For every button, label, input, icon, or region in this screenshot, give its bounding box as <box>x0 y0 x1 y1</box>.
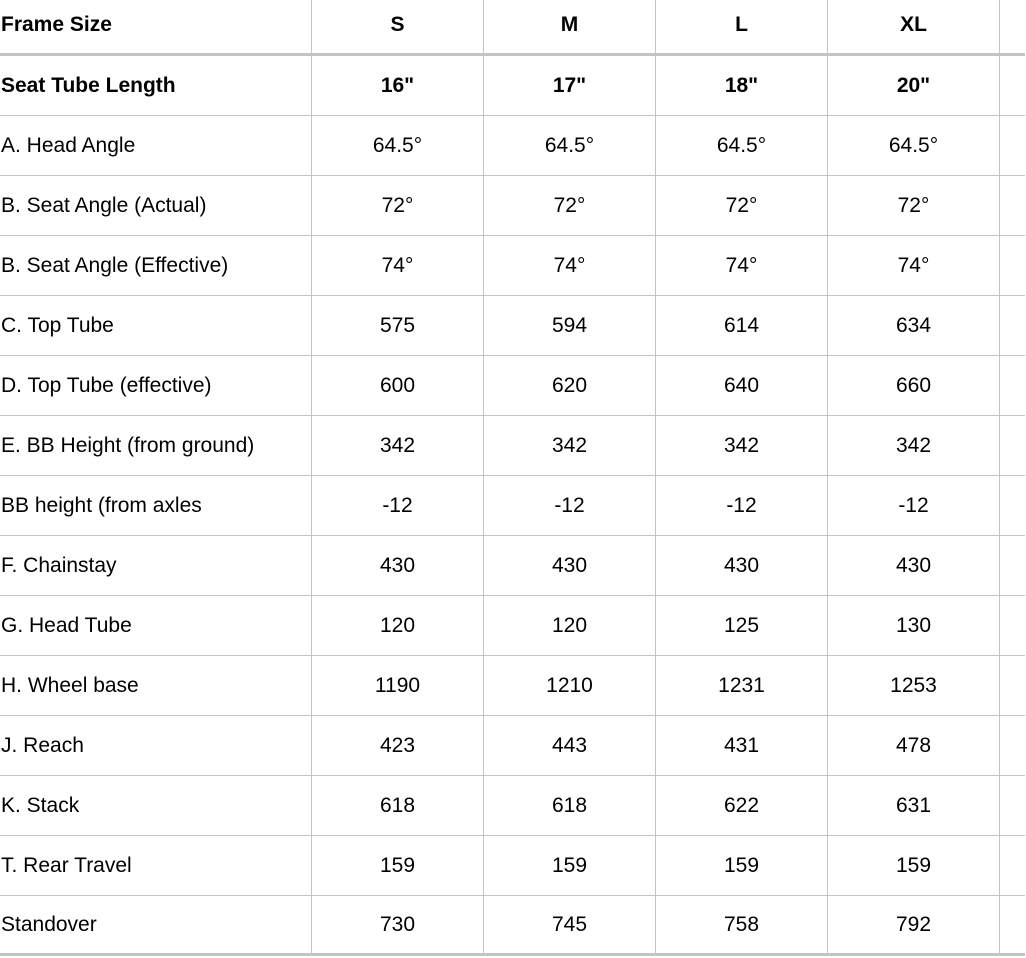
row-value: 18" <box>656 55 828 116</box>
row-value: 1231 <box>656 656 828 716</box>
row-label: G. Head Tube <box>0 596 312 656</box>
row-value: 730 <box>312 896 484 955</box>
row-value: -12 <box>828 476 1000 536</box>
row-value: 159 <box>828 836 1000 896</box>
empty-cell <box>1000 476 1026 536</box>
row-value: 72° <box>656 176 828 236</box>
row-value: 594 <box>484 296 656 356</box>
table-row <box>0 176 1025 236</box>
empty-cell <box>1000 776 1026 836</box>
row-value: 74° <box>828 236 1000 296</box>
row-value: 342 <box>828 416 1000 476</box>
table-row <box>0 55 1025 116</box>
table-row <box>0 236 1025 296</box>
row-value: 17" <box>484 55 656 116</box>
row-value: 130 <box>828 596 1000 656</box>
size-s-header: S <box>312 0 484 55</box>
row-value: 660 <box>828 356 1000 416</box>
row-value: 600 <box>312 356 484 416</box>
row-value: 430 <box>656 536 828 596</box>
empty-cell <box>1000 536 1026 596</box>
row-label: D. Top Tube (effective) <box>0 356 312 416</box>
row-value: 342 <box>484 416 656 476</box>
row-value: 423 <box>312 716 484 776</box>
row-value: 16" <box>312 55 484 116</box>
row-label: E. BB Height (from ground) <box>0 416 312 476</box>
row-label: K. Stack <box>0 776 312 836</box>
row-value: 120 <box>312 596 484 656</box>
row-value: 120 <box>484 596 656 656</box>
row-label: B. Seat Angle (Actual) <box>0 176 312 236</box>
row-value: 1253 <box>828 656 1000 716</box>
row-value: 622 <box>656 776 828 836</box>
header-row <box>0 0 1025 55</box>
row-value: 631 <box>828 776 1000 836</box>
table-row <box>0 896 1025 955</box>
table-row <box>0 836 1025 896</box>
row-label: A. Head Angle <box>0 116 312 176</box>
row-label: J. Reach <box>0 716 312 776</box>
empty-cell <box>1000 236 1026 296</box>
row-value: 792 <box>828 896 1000 955</box>
row-label: Standover <box>0 896 312 955</box>
table-row <box>0 596 1025 656</box>
empty-cell <box>1000 656 1026 716</box>
row-value: 430 <box>828 536 1000 596</box>
row-value: 74° <box>484 236 656 296</box>
row-value: 618 <box>484 776 656 836</box>
row-label: T. Rear Travel <box>0 836 312 896</box>
table-row <box>0 476 1025 536</box>
row-value: 430 <box>484 536 656 596</box>
row-value: 758 <box>656 896 828 955</box>
row-value: 64.5° <box>484 116 656 176</box>
row-value: 64.5° <box>656 116 828 176</box>
header-label: Frame Size <box>0 0 312 55</box>
table-row <box>0 776 1025 836</box>
row-value: 72° <box>484 176 656 236</box>
row-value: -12 <box>312 476 484 536</box>
row-value: 342 <box>656 416 828 476</box>
row-label: BB height (from axles <box>0 476 312 536</box>
row-value: 20" <box>828 55 1000 116</box>
table-row <box>0 656 1025 716</box>
row-value: 575 <box>312 296 484 356</box>
table-row <box>0 296 1025 356</box>
empty-cell <box>1000 0 1026 55</box>
empty-cell <box>1000 596 1026 656</box>
row-label: Seat Tube Length <box>0 55 312 116</box>
row-value: 614 <box>656 296 828 356</box>
table-row <box>0 716 1025 776</box>
row-value: 431 <box>656 716 828 776</box>
row-value: 640 <box>656 356 828 416</box>
table-row <box>0 356 1025 416</box>
row-value: -12 <box>656 476 828 536</box>
row-value: 125 <box>656 596 828 656</box>
row-value: 159 <box>656 836 828 896</box>
table-row <box>0 416 1025 476</box>
empty-cell <box>1000 416 1026 476</box>
empty-cell <box>1000 116 1026 176</box>
empty-cell <box>1000 896 1026 955</box>
empty-cell <box>1000 716 1026 776</box>
empty-cell <box>1000 55 1026 116</box>
row-value: 159 <box>312 836 484 896</box>
row-value: 443 <box>484 716 656 776</box>
table-row <box>0 536 1025 596</box>
row-value: 1190 <box>312 656 484 716</box>
size-xl-header: XL <box>828 0 1000 55</box>
row-value: 72° <box>828 176 1000 236</box>
row-value: 618 <box>312 776 484 836</box>
row-label: B. Seat Angle (Effective) <box>0 236 312 296</box>
row-value: 64.5° <box>828 116 1000 176</box>
row-value: 478 <box>828 716 1000 776</box>
size-m-header: M <box>484 0 656 55</box>
empty-cell <box>1000 356 1026 416</box>
row-value: 745 <box>484 896 656 955</box>
row-value: 74° <box>312 236 484 296</box>
empty-cell <box>1000 836 1026 896</box>
row-value: 634 <box>828 296 1000 356</box>
empty-cell <box>1000 296 1026 356</box>
row-value: 64.5° <box>312 116 484 176</box>
row-label: H. Wheel base <box>0 656 312 716</box>
row-label: C. Top Tube <box>0 296 312 356</box>
row-value: -12 <box>484 476 656 536</box>
row-value: 430 <box>312 536 484 596</box>
size-l-header: L <box>656 0 828 55</box>
row-label: F. Chainstay <box>0 536 312 596</box>
empty-cell <box>1000 176 1026 236</box>
row-value: 342 <box>312 416 484 476</box>
row-value: 620 <box>484 356 656 416</box>
row-value: 1210 <box>484 656 656 716</box>
row-value: 74° <box>656 236 828 296</box>
table-row <box>0 116 1025 176</box>
row-value: 159 <box>484 836 656 896</box>
row-value: 72° <box>312 176 484 236</box>
